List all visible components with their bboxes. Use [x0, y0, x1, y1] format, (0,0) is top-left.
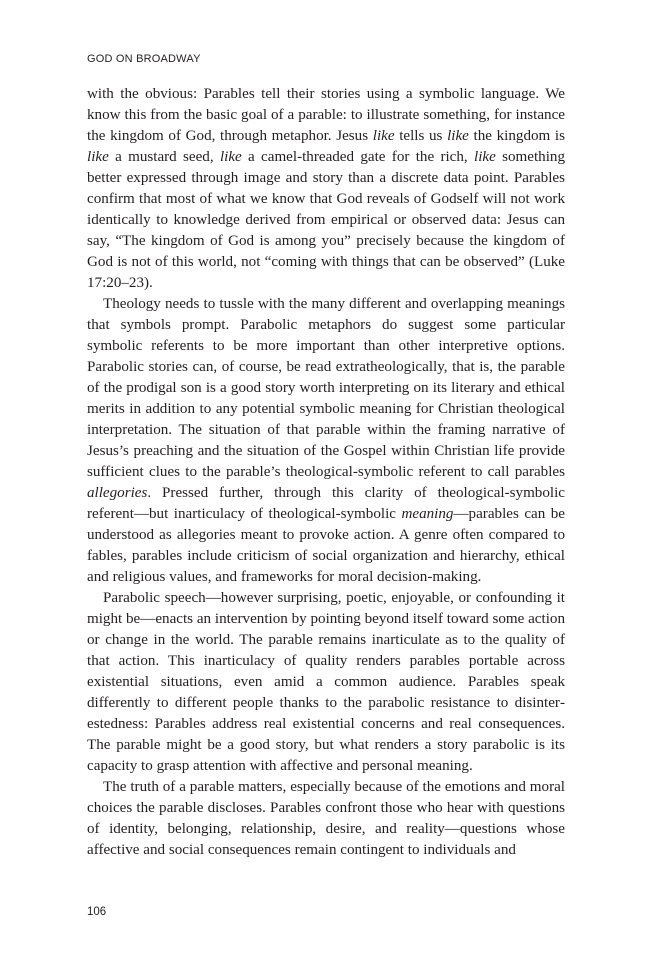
- paragraph-2: [87, 294, 565, 588]
- paragraph-4: [87, 777, 565, 861]
- italic-text: like: [372, 128, 395, 144]
- paragraph-1: [87, 84, 565, 294]
- text-run: with the obvious: Parables tell their stories using a symbolic language. We know this from the basic goal of a parable: to illustrate something, for instance the kingdom of God, through metaphor. Jesus: [87, 86, 565, 144]
- page-number: 106: [87, 906, 107, 918]
- paragraph-3: [87, 588, 565, 777]
- text-run: Theology needs to tussle with the many different and overlapping meanings that symbols prompt. Parabolic metaphors do suggest some particular symbolic referents to be more important than other interpretive options. Parabolic stories can, of course, be read extratheologically, that is, the parable of the prodigal son is a good story worth interpreting on its literary and ethical merits in addition to any potential symbolic meaning for Christian theological interpretation. The situation of that parable within the framing narrative of Jesus’s preaching and the situation of the Gospel within Christian life provide sufficient clues to the parable’s theological-symbolic referent to call parables: [87, 296, 565, 480]
- text-run: . Pressed further, through this clarity of theological-symbolic referent—but inarticulacy of theological-symbolic: [87, 485, 565, 522]
- italic-text: like: [87, 149, 109, 165]
- italic-text: like: [447, 128, 469, 144]
- italic-text: like: [219, 149, 242, 165]
- italic-text: like: [474, 149, 496, 165]
- text-run: a mustard seed,: [108, 149, 220, 165]
- italic-text: allegories: [87, 485, 148, 501]
- text-run: the kingdom is: [468, 128, 565, 144]
- text-run: tells us: [394, 128, 448, 144]
- text-run: a camel-threaded gate for the rich,: [241, 149, 474, 165]
- text-run: The truth of a parable matters, especially because of the emotions and moral choices the parable discloses. Parables confront those who hear with questions of identity, belonging, relationship, desire, and reality—questions whose affective and social consequences remain contingent to individuals and: [87, 779, 565, 858]
- body-text: [87, 84, 565, 861]
- text-run: Parabolic speech—however surprising, poetic, enjoyable, or confounding it might be—enacts an intervention by pointing beyond itself toward some action or change in the world. The parable remains inarticulate as to the quality of that action. This inarticulacy of quality renders parables portable across existential situations, even amid a common audience. Parables speak differently to different people thanks to the parabolic resistance to disinterestedness: Parables address real existential concerns and real consequences. The parable might be a good story, but what renders a story parabolic is its capacity to grasp attention with affective and personal meaning.: [87, 590, 565, 774]
- italic-text: meaning: [401, 506, 454, 522]
- text-run: something better expressed through image and story than a discrete data point. Parables confirm that most of what we know that God reveals of Godself will not work identically to knowledge derived from empirical or observed data: Jesus can say, “The kingdom of God is among you” precisely because the kingdom of God is not of this world, not “coming with things that can be observed” (Luke 17:20–23).: [87, 149, 565, 291]
- text-run: —parables can be understood as allegories meant to provoke action. A genre often compared to fables, parables include criticism of social organization and hierarchy, ethical and religious values, and frameworks for moral decision-making.: [87, 506, 565, 585]
- running-head: GOD ON BROADWAY: [87, 53, 201, 65]
